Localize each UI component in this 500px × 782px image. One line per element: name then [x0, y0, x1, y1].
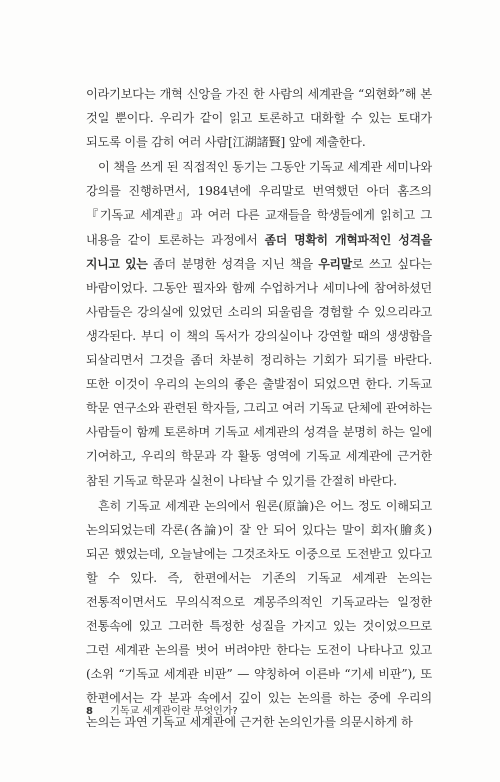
- emphasis-text: 좀더 명확히 개혁파적인 성격을 지니고 있는: [86, 232, 432, 271]
- paragraph-3: [86, 494, 432, 735]
- paragraph-text: 로 쓰고 싶다는 바람이었다. 그동안 필자와 함께 수업하거나 세미나에 참여하셨던 사람들은 강의실에 있었던 소리의 되울림을 경험할 수 있으리라고 생각된다. 부디 이 책의 독서가 강의실이나 강연할 때의 생생함을 되살리면서 그것을 좀더 차분히 정리하는 기회가 되기를 바란다. 또한 이것이 우리의 논의의 좋은 출발점이 되었으면 한다. 기독교 학문 연구소와 관련된 학자들, 그리고 여러 기독교 단체에 관여하는 사람들이 함께 토론하며 기독교 세계관의 성격을 분명히 하는 일에 기여하고, 우리의 학문과 각 활동 영역에 기독교 세계관에 근거한 참된 기독교 학문과 실천이 나타날 수 있기를 간절히 바란다.: [86, 256, 432, 488]
- paragraph-1: [86, 82, 432, 154]
- body-text: [86, 82, 432, 735]
- paragraph-text: 이라기보다는 개혁 신앙을 가진 한 사람의 세계관을 “외현화”해 본 것일 뿐이다. 우리가 같이 읽고 토론하고 대화할 수 있는 토대가 되도록 이를 감히 여러 사람[江湖諸賢] 앞에 제출한다.: [86, 87, 432, 150]
- paragraph-text: 흔히 기독교 세계관 논의에서 원론(原論)은 어느 정도 이해되고 논의되었는데 각론(各論)이 잘 안 되어 있다는 말이 회자(膾炙)되곤 했었는데, 오늘날에는 그것조차도 이중으로 도전받고 있다고 할 수 있다. 즉, 한편에서는 기존의 기독교 세계관 논의는 전통적이면서도 무의식적으로 계몽주의적인 기독교라는 일정한 전통속에 있고 그러한 특정한 성질을 가지고 있는 것이었으므로 그런 세계관 논의를 벗어 버려야만 한다는 도전이 나타나고 있고(소위 “기독교 세계관 비판” — 약칭하여 이른바 “기세 비판”), 또 한편에서는 각 분과 속에서 깊이 있는 논의를 하는 중에 우리의 논의는 과연 기독교 세계관에 근거한 논의인가를 의문시하게 하: [86, 498, 432, 730]
- page-footer: [86, 702, 238, 717]
- page-number: 8: [86, 706, 93, 717]
- emphasis-text: 우리말: [318, 256, 352, 271]
- paragraph-text: 이 책을 쓰게 된 직접적인 동기는 그동안 기독교 세계관 세미나와 강의를 진행하면서, 1984년에 우리말로 번역했던 아더 홈즈의 『기독교 세계관』과 여러 다른 교재들을 학생들에게 읽히고 그 내용을 같이 토론하는 과정에서: [86, 160, 432, 247]
- paragraph-2: [86, 155, 432, 492]
- running-title: 기독교 세계관이란 무엇인가?: [110, 706, 238, 717]
- paragraph-text: 좀더 분명한 성격을 지닌 책을: [147, 256, 319, 271]
